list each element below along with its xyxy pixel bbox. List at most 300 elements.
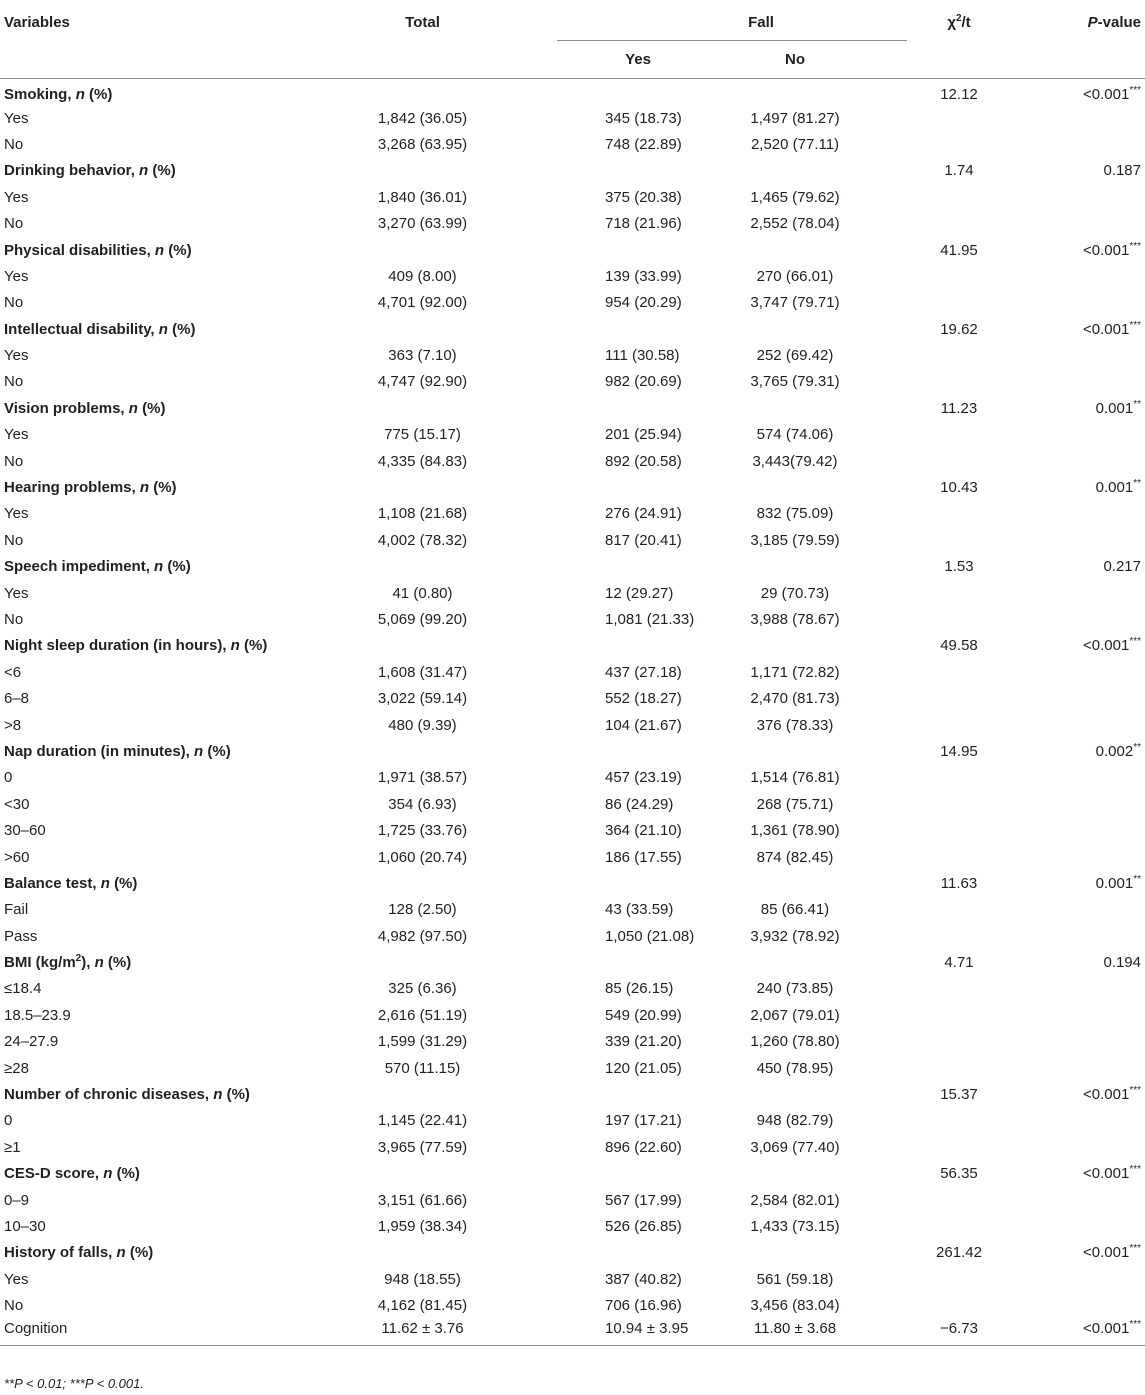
p-value-text: <0.001	[1083, 1165, 1130, 1183]
header-p-value: P-value	[1087, 14, 1141, 31]
variable-label: 0	[4, 769, 13, 787]
fall-no-cell: 376 (78.33)	[756, 716, 834, 734]
fall-no-cell: 1,260 (78.80)	[750, 1033, 840, 1051]
fall-yes-cell	[535, 474, 671, 500]
table-row	[0, 897, 1145, 923]
variable-label: No	[4, 531, 24, 549]
fall-yes-cell: 892 (20.58)	[605, 452, 682, 470]
chi-square-cell: 4.71	[944, 954, 974, 972]
fall-no-cell: 874 (82.45)	[756, 848, 834, 866]
total-cell: 354 (6.93)	[388, 795, 457, 813]
variable-label: 30–60	[4, 822, 46, 840]
table-row	[0, 1029, 1145, 1055]
table-group-row	[0, 554, 1145, 580]
header-fall: Fall	[535, 4, 907, 41]
group-label-text: Number of chronic diseases,	[4, 1086, 210, 1104]
pct-symbol: (%)	[168, 241, 192, 259]
table-row	[0, 448, 1145, 474]
variable-label: Fail	[4, 901, 29, 919]
fall-yes-cell	[535, 949, 671, 975]
chi-square-cell	[907, 1134, 1005, 1160]
variable-label	[0, 79, 300, 105]
significance-stars: ***	[1129, 1085, 1141, 1097]
n-symbol: n	[194, 742, 204, 760]
chi-square-cell	[907, 1055, 1005, 1081]
table-row	[0, 1134, 1145, 1160]
fall-yes-cell: 748 (22.89)	[605, 135, 682, 153]
n-symbol: n	[154, 241, 165, 259]
pct-symbol: (%)	[226, 1086, 250, 1104]
fall-yes-cell: 1,050 (21.08)	[605, 927, 695, 945]
p-value-cell	[1005, 870, 1145, 896]
total-cell	[300, 237, 535, 263]
chi-square-cell	[907, 712, 1005, 738]
table-row	[0, 527, 1145, 553]
total-cell	[300, 474, 535, 500]
total-cell: 1,725 (33.76)	[377, 822, 468, 840]
fall-yes-cell	[535, 1081, 671, 1107]
n-symbol: n	[100, 874, 110, 892]
total-cell: 4,335 (84.83)	[377, 452, 468, 470]
variable-label: 24–27.9	[4, 1033, 59, 1051]
variable-label: Yes	[4, 1270, 29, 1288]
total-cell: 480 (9.39)	[388, 716, 457, 734]
pct-symbol: (%)	[152, 162, 176, 180]
fall-no-cell: 3,747 (79.71)	[750, 294, 840, 312]
pct-symbol: (%)	[244, 637, 268, 655]
chi-square-cell	[907, 817, 1005, 843]
fall-no-cell: 252 (69.42)	[756, 347, 834, 365]
n-symbol: n	[75, 86, 85, 104]
significance-stars: **	[1133, 398, 1141, 410]
chi-square-cell	[907, 184, 1005, 210]
chi-square-cell	[907, 342, 1005, 368]
p-value-cell	[1005, 1134, 1145, 1160]
p-value-cell	[1005, 342, 1145, 368]
fall-yes-cell: 437 (27.18)	[605, 663, 682, 681]
chi-square-cell	[907, 659, 1005, 685]
fall-yes-cell	[535, 395, 671, 421]
total-cell: 4,747 (92.90)	[377, 373, 468, 391]
fall-no-cell: 3,443(79.42)	[752, 452, 838, 470]
pct-symbol: (%)	[153, 479, 177, 497]
variable-label	[0, 474, 300, 500]
p-value-cell	[1005, 158, 1145, 184]
total-cell: 363 (7.10)	[388, 347, 457, 365]
p-value-text: <0.001	[1083, 1320, 1130, 1338]
p-value-cell	[1005, 712, 1145, 738]
fall-no-cell: 948 (82.79)	[756, 1112, 834, 1130]
variable-label: No	[4, 215, 24, 233]
p-value-cell	[1005, 1029, 1145, 1055]
fall-yes-cell: 86 (24.29)	[605, 795, 674, 813]
total-cell: 41 (0.80)	[392, 584, 453, 602]
total-cell: 11.62 ± 3.76	[381, 1320, 464, 1338]
total-cell: 1,145 (22.41)	[377, 1112, 468, 1130]
fall-yes-cell: 375 (20.38)	[605, 188, 682, 206]
total-cell: 3,151 (61.66)	[377, 1191, 468, 1209]
chi-square-cell	[907, 131, 1005, 157]
chi-square-cell	[907, 1292, 1005, 1318]
variable-label	[0, 554, 300, 580]
p-value-text: <0.001	[1083, 86, 1130, 104]
p-value-cell	[1005, 1002, 1145, 1028]
total-cell	[300, 633, 535, 659]
table-group-row	[0, 949, 1145, 975]
fall-no-cell: 29 (70.73)	[760, 584, 830, 602]
fall-yes-cell: 43 (33.59)	[605, 901, 674, 919]
p-value-cell	[1005, 422, 1145, 448]
table-row	[0, 791, 1145, 817]
fall-no-cell: 561 (59.18)	[756, 1270, 834, 1288]
significance-stars: **	[1133, 478, 1141, 490]
group-label-text: Vision problems,	[4, 399, 125, 417]
chi-square-cell: −6.73	[940, 1320, 978, 1338]
total-cell: 4,162 (81.45)	[377, 1297, 468, 1315]
fall-no-cell: 2,470 (81.73)	[750, 690, 840, 708]
table-row	[0, 501, 1145, 527]
fall-no-cell: 3,988 (78.67)	[750, 611, 840, 628]
chi-square-cell: 56.35	[940, 1165, 978, 1183]
table-row	[0, 1187, 1145, 1213]
total-cell	[300, 738, 535, 764]
variable-label: Yes	[4, 505, 29, 523]
p-value-text: <0.001	[1083, 1086, 1130, 1104]
fall-yes-cell	[535, 79, 671, 105]
fall-no-cell: 85 (66.41)	[760, 901, 830, 919]
table-group-row	[0, 316, 1145, 342]
total-cell: 1,108 (21.68)	[377, 505, 468, 523]
total-cell: 4,701 (92.00)	[377, 294, 468, 312]
fall-yes-cell: 549 (20.99)	[605, 1006, 682, 1024]
table-row	[0, 1108, 1145, 1134]
variable-label	[0, 949, 300, 975]
total-cell: 3,965 (77.59)	[377, 1138, 468, 1156]
fall-no-cell: 3,185 (79.59)	[750, 531, 840, 549]
table-group-row	[0, 633, 1145, 659]
fall-yes-cell	[535, 870, 671, 896]
fall-yes-cell: 12 (29.27)	[605, 584, 674, 602]
fall-no-cell	[671, 158, 907, 184]
p-value-cell	[1005, 738, 1145, 764]
fall-yes-cell	[535, 316, 671, 342]
p-value-text: 0.001	[1095, 399, 1134, 417]
table-row	[0, 290, 1145, 316]
chi-square-cell: 14.95	[940, 742, 978, 760]
table-row	[0, 1292, 1145, 1318]
p-value-cell	[1005, 580, 1145, 606]
chi-square-cell: 11.23	[940, 399, 978, 417]
group-label-text: CES-D score,	[4, 1165, 100, 1183]
table-row	[0, 844, 1145, 870]
fall-yes-cell: 186 (17.55)	[605, 848, 682, 866]
data-table	[0, 4, 1145, 1346]
group-label-text: Night sleep duration (in hours),	[4, 637, 227, 655]
variable-label	[0, 237, 300, 263]
significance-stars: **	[1133, 741, 1141, 753]
fall-no-cell: 3,456 (83.04)	[750, 1297, 840, 1315]
p-value-cell	[1005, 369, 1145, 395]
fall-no-cell: 3,765 (79.31)	[750, 373, 840, 391]
fall-no-cell: 574 (74.06)	[756, 426, 834, 444]
p-value-cell	[1005, 131, 1145, 157]
total-cell: 4,002 (78.32)	[377, 531, 468, 549]
chi-square-cell: 261.42	[936, 1244, 982, 1262]
fall-no-cell	[671, 395, 907, 421]
fall-yes-cell: 10.94 ± 3.95	[605, 1320, 689, 1338]
variable-label: No	[4, 135, 24, 153]
table-row	[0, 422, 1145, 448]
p-value-cell	[1005, 1240, 1145, 1266]
n-symbol: n	[230, 637, 240, 655]
fall-yes-cell: 896 (22.60)	[605, 1138, 682, 1156]
p-value-cell	[1005, 316, 1145, 342]
group-label-sup: 2	[75, 953, 82, 965]
group-label-after: ),	[81, 954, 91, 972]
chi-square-cell: 12.12	[940, 86, 978, 104]
total-cell: 1,840 (36.01)	[377, 188, 468, 206]
n-symbol: n	[158, 320, 168, 338]
table-row	[0, 210, 1145, 236]
significance-stars: ***	[1129, 1164, 1141, 1176]
total-cell: 1,060 (20.74)	[377, 848, 468, 866]
total-cell	[300, 158, 535, 184]
variable-label: Cognition	[4, 1320, 68, 1338]
fall-no-cell: 268 (75.71)	[756, 795, 834, 813]
p-value-cell	[1005, 184, 1145, 210]
fall-no-cell: 2,520 (77.11)	[750, 135, 840, 153]
significance-stars: ***	[1129, 240, 1141, 252]
table-body	[0, 79, 1145, 1346]
pct-symbol: (%)	[172, 320, 196, 338]
table-row	[0, 685, 1145, 711]
header-variables: Variables	[4, 14, 70, 31]
header-fall-yes: Yes	[625, 51, 651, 68]
significance-stars: ***	[1129, 85, 1141, 97]
table-group-row	[0, 474, 1145, 500]
table-row	[0, 1002, 1145, 1028]
p-value-cell	[1005, 395, 1145, 421]
p-value-cell	[1005, 685, 1145, 711]
fall-no-cell: 832 (75.09)	[756, 505, 834, 523]
chi-square-cell	[907, 685, 1005, 711]
variable-label: No	[4, 294, 24, 312]
fall-no-cell: 2,552 (78.04)	[750, 215, 840, 233]
table-group-row	[0, 1161, 1145, 1187]
variable-label: 18.5–23.9	[4, 1006, 71, 1024]
fall-yes-cell	[535, 237, 671, 263]
p-value-cell	[1005, 210, 1145, 236]
chi-square-cell	[907, 897, 1005, 923]
variable-label: No	[4, 452, 24, 470]
chi-square-cell	[907, 791, 1005, 817]
pct-symbol: (%)	[207, 742, 231, 760]
total-cell: 775 (15.17)	[384, 426, 461, 444]
fall-yes-cell: 339 (21.20)	[605, 1033, 682, 1051]
total-cell: 948 (18.55)	[384, 1270, 461, 1288]
variable-label	[0, 633, 300, 659]
table-row	[0, 712, 1145, 738]
fall-no-cell: 11.80 ± 3.68	[753, 1320, 837, 1338]
fall-no-cell	[671, 870, 907, 896]
variable-label: No	[4, 373, 24, 391]
variable-label	[0, 1081, 300, 1107]
pct-symbol: (%)	[116, 1165, 140, 1183]
variable-label	[0, 738, 300, 764]
table-row	[0, 131, 1145, 157]
fall-yes-cell: 276 (24.91)	[605, 505, 682, 523]
total-cell: 325 (6.36)	[388, 980, 457, 998]
chi-square-cell	[907, 290, 1005, 316]
variable-label: 6–8	[4, 690, 30, 708]
p-value-cell	[1005, 1292, 1145, 1318]
fall-yes-cell: 201 (25.94)	[605, 426, 682, 444]
variable-label	[0, 1161, 300, 1187]
fall-yes-cell: 345 (18.73)	[605, 109, 682, 127]
variable-label: >60	[4, 848, 30, 866]
group-label-text: BMI (kg/m	[4, 954, 76, 972]
fall-no-cell	[671, 316, 907, 342]
header-fall-no: No	[785, 51, 805, 68]
group-label-text: History of falls,	[4, 1244, 113, 1262]
fall-no-cell	[671, 554, 907, 580]
significance-stars: ***	[1129, 319, 1141, 331]
fall-yes-cell: 120 (21.05)	[605, 1059, 682, 1077]
chi-square-cell	[907, 527, 1005, 553]
variable-label: Yes	[4, 426, 29, 444]
fall-yes-cell: 104 (21.67)	[605, 716, 682, 734]
p-value-text: 0.001	[1095, 874, 1134, 892]
table-footnote: **P < 0.01; ***P < 0.001.	[4, 1376, 144, 1391]
p-value-text: <0.001	[1083, 320, 1130, 338]
fall-yes-cell: 526 (26.85)	[605, 1217, 682, 1235]
p-value-cell	[1005, 527, 1145, 553]
fall-yes-cell: 139 (33.99)	[605, 267, 682, 285]
fall-yes-cell: 457 (23.19)	[605, 769, 682, 787]
pct-symbol: (%)	[89, 86, 113, 104]
variable-label: No	[4, 611, 24, 628]
table-row	[0, 1266, 1145, 1292]
total-cell	[300, 1081, 535, 1107]
group-label-text: Intellectual disability,	[4, 320, 155, 338]
variable-label	[0, 316, 300, 342]
p-value-cell	[1005, 290, 1145, 316]
table-header	[0, 4, 1145, 79]
p-value-cell	[1005, 474, 1145, 500]
chi-square-cell: 41.95	[940, 241, 978, 259]
p-value-cell	[1005, 448, 1145, 474]
total-cell: 1,842 (36.05)	[377, 109, 468, 127]
significance-stars: ***	[1129, 1243, 1141, 1255]
variable-label: Yes	[4, 188, 29, 206]
chi-square-cell	[907, 580, 1005, 606]
p-value-cell	[1005, 923, 1145, 949]
variable-label: No	[4, 1297, 24, 1315]
fall-no-cell: 3,069 (77.40)	[750, 1138, 840, 1156]
chi-square-cell	[907, 501, 1005, 527]
table-row	[0, 369, 1145, 395]
table-group-row	[0, 158, 1145, 184]
variable-label: ≤18.4	[4, 980, 42, 998]
significance-stars: ***	[1129, 1319, 1141, 1331]
fall-yes-cell: 982 (20.69)	[605, 373, 682, 391]
group-label-text: Nap duration (in minutes),	[4, 742, 190, 760]
group-label-text: Smoking,	[4, 86, 72, 104]
p-value-cell	[1005, 1081, 1145, 1107]
fall-yes-cell	[535, 1240, 671, 1266]
p-value-cell	[1005, 1266, 1145, 1292]
p-value-cell	[1005, 501, 1145, 527]
fall-yes-cell: 954 (20.29)	[605, 294, 682, 312]
table-row	[0, 580, 1145, 606]
table-row	[0, 1213, 1145, 1239]
chi-square-cell: 49.58	[940, 637, 978, 655]
variable-label	[0, 1240, 300, 1266]
total-cell: 3,270 (63.99)	[377, 215, 468, 233]
p-value-cell	[1005, 633, 1145, 659]
fall-yes-cell: 567 (17.99)	[605, 1191, 682, 1209]
p-value-cell	[1005, 1187, 1145, 1213]
n-symbol: n	[139, 162, 149, 180]
chi-square-cell: 10.43	[940, 479, 978, 497]
chi-square-cell: 15.37	[940, 1086, 978, 1104]
total-cell: 1,971 (38.57)	[377, 769, 468, 787]
chi-square-cell	[907, 1108, 1005, 1134]
variable-label: 0	[4, 1112, 13, 1130]
n-symbol: n	[139, 479, 150, 497]
table-group-row	[0, 1240, 1145, 1266]
p-value-cell	[1005, 844, 1145, 870]
table-row	[0, 342, 1145, 368]
total-cell: 128 (2.50)	[388, 901, 457, 919]
variable-label: Pass	[4, 927, 38, 945]
fall-no-cell: 3,932 (78.92)	[750, 927, 840, 945]
fall-yes-cell: 85 (26.15)	[605, 980, 674, 998]
variable-label: 10–30	[4, 1217, 46, 1235]
fall-yes-cell	[535, 633, 671, 659]
fall-yes-cell	[535, 738, 671, 764]
p-value-cell	[1005, 817, 1145, 843]
chi-square-cell: 19.62	[940, 320, 978, 338]
variable-label: ≥28	[4, 1059, 29, 1077]
chi-square-cell	[907, 765, 1005, 791]
p-value-cell	[1005, 606, 1145, 632]
p-value-cell	[1005, 79, 1145, 105]
chi-square-cell	[907, 844, 1005, 870]
group-label-text: Speech impediment,	[4, 558, 150, 576]
group-label-text: Balance test,	[4, 874, 97, 892]
table-group-row	[0, 395, 1145, 421]
p-value-text: <0.001	[1083, 637, 1130, 655]
variable-label: <6	[4, 663, 22, 681]
chi-square-cell	[907, 1029, 1005, 1055]
chi-square-cell	[907, 976, 1005, 1002]
total-cell	[300, 79, 535, 105]
total-cell: 1,959 (38.34)	[377, 1217, 468, 1235]
chi-square-cell	[907, 210, 1005, 236]
chi-square-cell	[907, 1213, 1005, 1239]
variable-label: ≥1	[4, 1138, 21, 1156]
total-cell	[300, 949, 535, 975]
fall-no-cell: 1,361 (78.90)	[750, 822, 840, 840]
table-row	[0, 976, 1145, 1002]
fall-no-cell	[671, 474, 907, 500]
fall-no-cell	[671, 633, 907, 659]
total-cell	[300, 554, 535, 580]
table-row	[0, 105, 1145, 131]
total-cell: 409 (8.00)	[388, 267, 457, 285]
n-symbol: n	[154, 558, 164, 576]
